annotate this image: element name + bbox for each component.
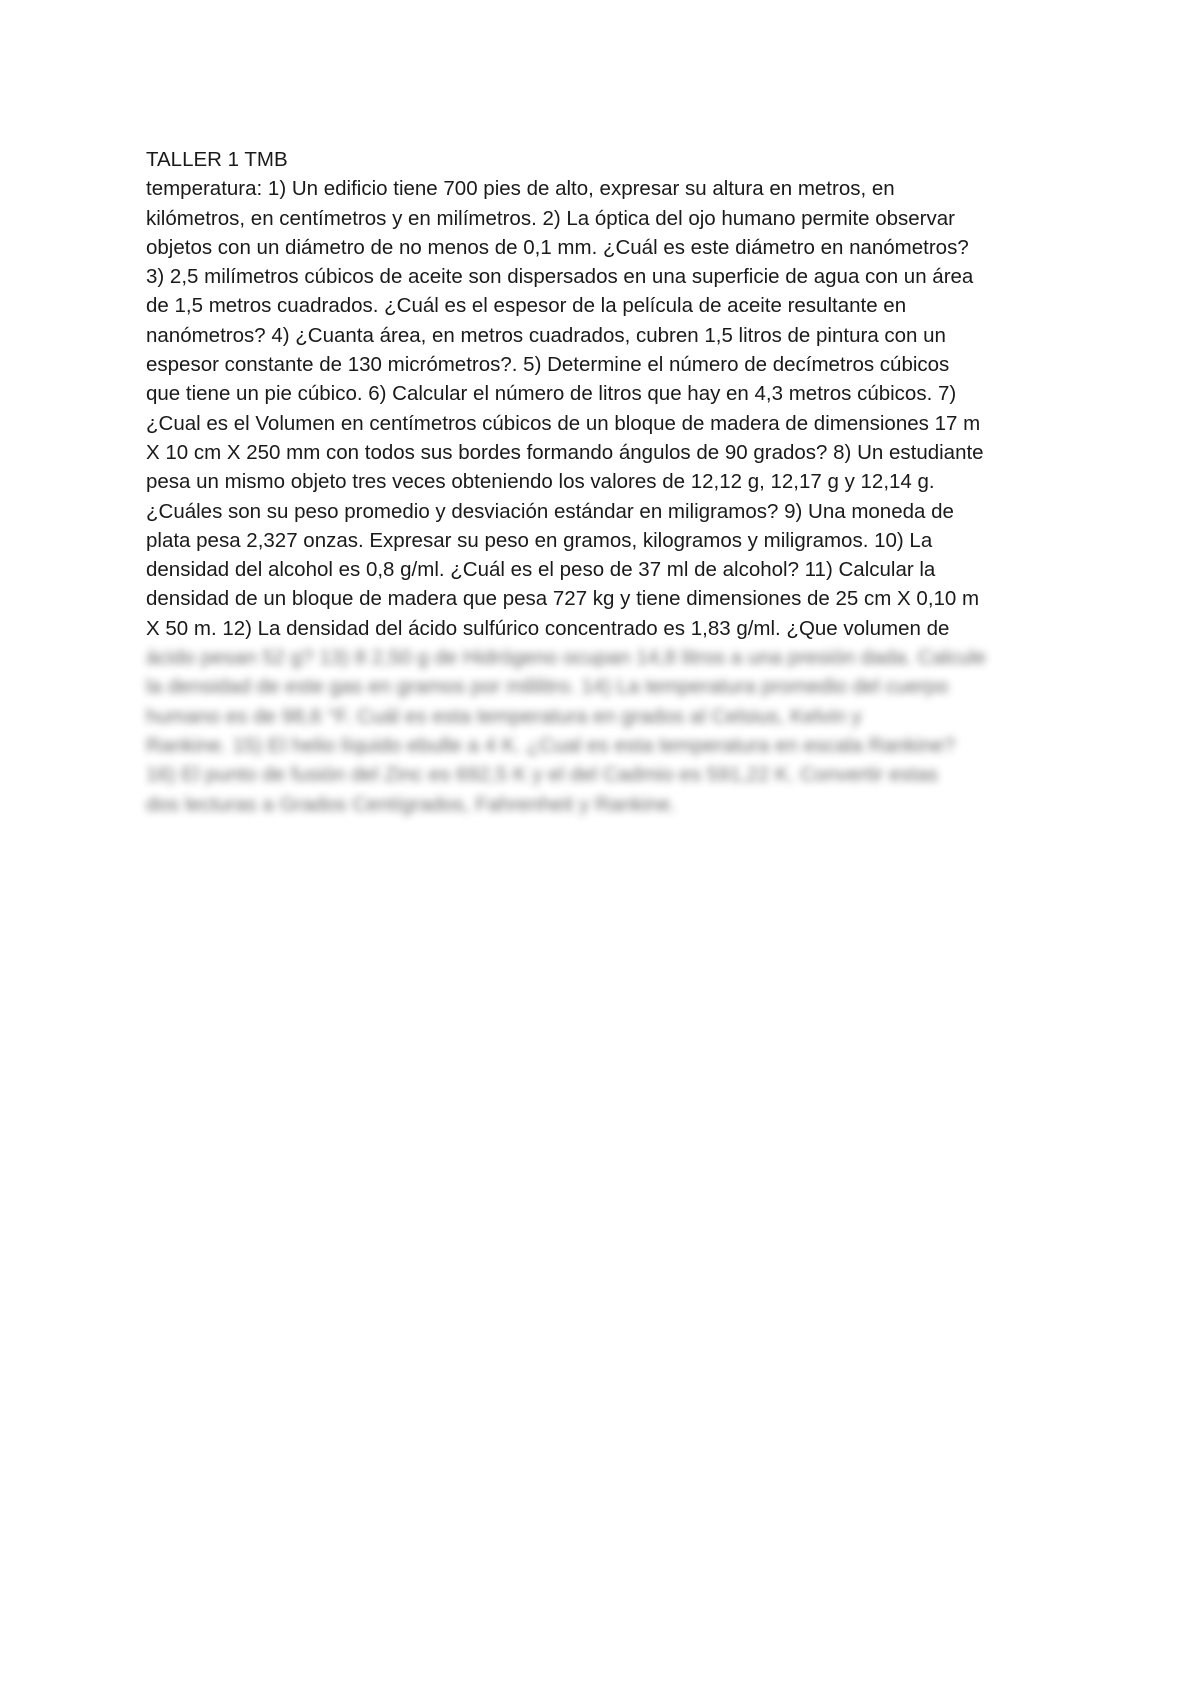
document-title: TALLER 1 TMB — [146, 148, 288, 171]
text-line: plata pesa 2,327 onzas. Expresar su peso en gramos, kilogramos y miligramos. 10) La — [146, 528, 933, 552]
text-line: X 10 cm X 250 mm con todos sus bordes formando ángulos de 90 grados? 8) Un estudiante — [146, 440, 984, 464]
text-line: pesa un mismo objeto tres veces obteniendo los valores de 12,12 g, 12,17 g y 12,14 g. — [146, 470, 935, 494]
blurred-text-line: Rankine. 15) El helio líquido ebulle a 4 K. ¿Cual es esta temperatura en escala Rankine? — [146, 733, 956, 757]
text-line: densidad de un bloque de madera que pesa 727 kg y tiene dimensiones de 25 cm X 0,10 m — [146, 587, 980, 611]
blurred-text-line: dos lecturas a Grados Centígrados, Fahrenheit y Rankine. — [146, 792, 676, 816]
blurred-text-line: 16) El punto de fusión del Zinc es 692,5 K y el del Cadmio es 591,22 K. Convertir estas — [146, 763, 938, 787]
text-line: kilómetros, en centímetros y en milímetros. 2) La óptica del ojo humano permite observar — [146, 206, 955, 230]
text-line: ¿Cual es el Volumen en centímetros cúbicos de un bloque de madera de dimensiones 17 m — [146, 411, 981, 435]
blurred-text-line: la densidad de este gas en gramos por mililitro. 14) La temperatura promedio del cuerpo — [146, 675, 949, 699]
text-line: ¿Cuáles son su peso promedio y desviación estándar en miligramos? 9) Una moneda de — [146, 499, 954, 523]
document-body — [146, 145, 1066, 819]
text-line: 3) 2,5 milímetros cúbicos de aceite son dispersados en una superficie de agua con un área — [146, 265, 974, 289]
text-line: densidad del alcohol es 0,8 g/ml. ¿Cuál es el peso de 37 ml de alcohol? 11) Calcular la — [146, 558, 936, 582]
blurred-text-line: humano es de 98,6 °F. Cuál es esta temperatura en grados al Celsius, Kelvin y — [146, 704, 862, 728]
visible-paragraph — [146, 174, 1066, 643]
text-line: espesor constante de 130 micrómetros?. 5) Determine el número de decímetros cúbicos — [146, 353, 950, 377]
blurred-text-line: ácido pesan 52 g? 13) 8 2,50 g de Hidrógeno ocupan 14,8 litros a una presión dada. Calcule — [146, 646, 986, 670]
text-line: que tiene un pie cúbico. 6) Calcular el número de litros que hay en 4,3 metros cúbicos. 7) — [146, 382, 957, 406]
text-line: temperatura: 1) Un edificio tiene 700 pies de alto, expresar su altura en metros, en — [146, 177, 895, 201]
text-line: de 1,5 metros cuadrados. ¿Cuál es el espesor de la película de aceite resultante en — [146, 294, 907, 318]
blurred-preview-section — [146, 643, 1066, 819]
text-line: objetos con un diámetro de no menos de 0,1 mm. ¿Cuál es este diámetro en nanómetros? — [146, 235, 969, 259]
text-line: X 50 m. 12) La densidad del ácido sulfúrico concentrado es 1,83 g/ml. ¿Que volumen de — [146, 616, 950, 640]
text-line: nanómetros? 4) ¿Cuanta área, en metros cuadrados, cubren 1,5 litros de pintura con un — [146, 323, 946, 347]
